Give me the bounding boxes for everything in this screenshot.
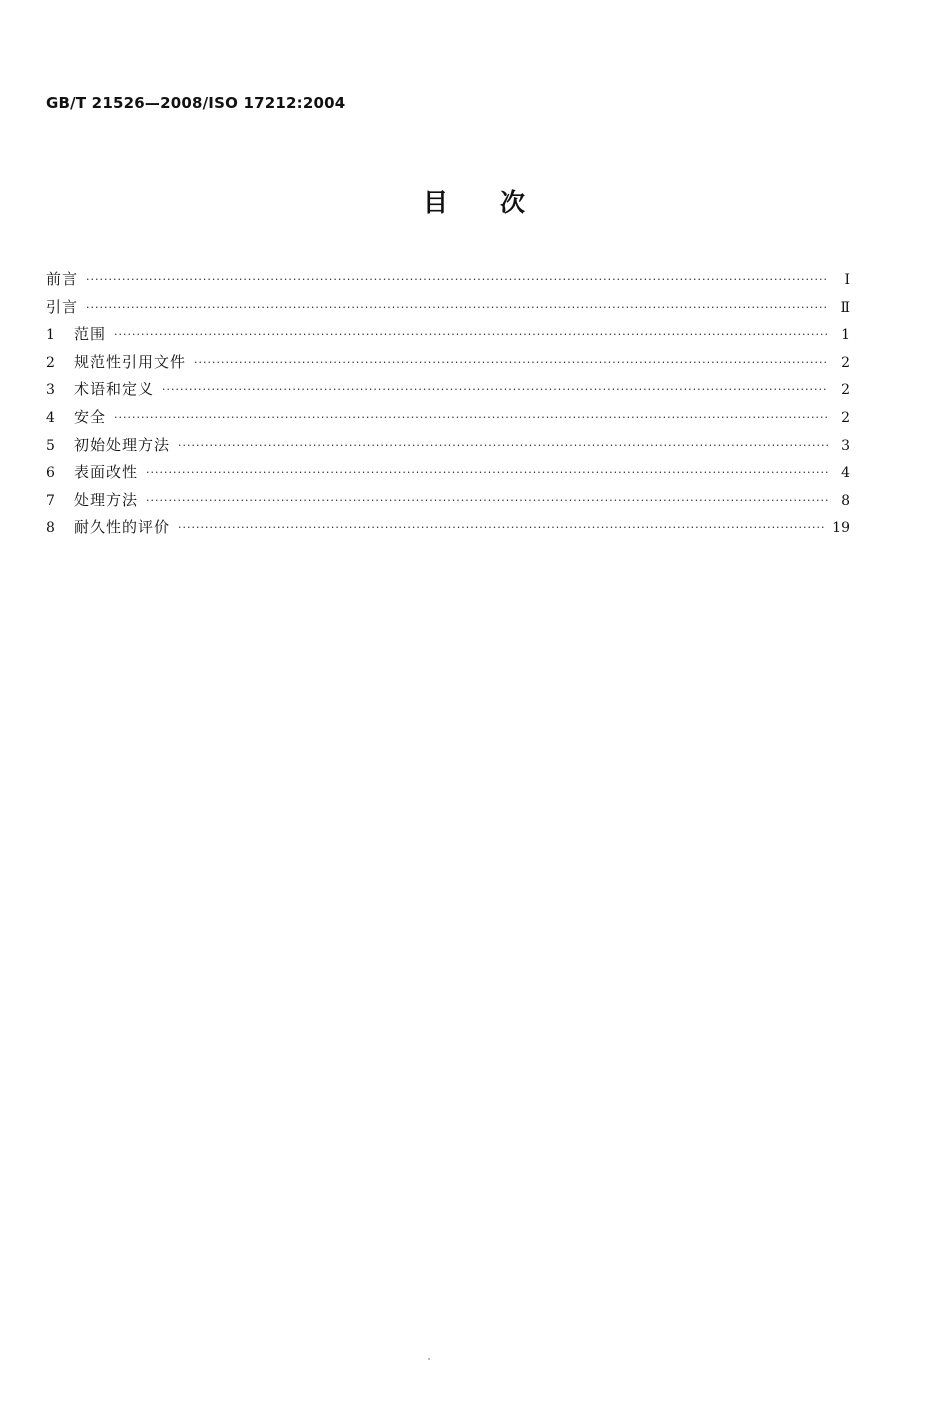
toc-entry-label: 表面改性	[74, 463, 139, 482]
toc-entry-page: Ⅰ	[844, 272, 850, 288]
toc-entry-label: 规范性引用文件	[74, 352, 187, 371]
toc-entry-page: 8	[841, 492, 850, 509]
title-char-1: 目	[422, 188, 450, 217]
toc-dot-leader	[86, 301, 828, 315]
toc-entry-number: 8	[46, 520, 55, 537]
toc-entry-durability-evaluation[interactable]	[46, 516, 850, 544]
toc-entry-label: 范围	[74, 325, 107, 344]
table-of-contents	[46, 268, 850, 544]
toc-dot-leader	[178, 439, 828, 453]
toc-entry-safety[interactable]	[46, 406, 850, 434]
toc-entry-scope[interactable]	[46, 323, 850, 351]
toc-dot-leader	[194, 356, 828, 370]
standard-code-header: GB/T 21526—2008/ISO 17212:2004	[46, 94, 346, 112]
toc-entry-number: 6	[46, 465, 55, 482]
toc-entry-label: 引言	[46, 297, 79, 316]
toc-entry-label: 处理方法	[74, 490, 139, 509]
toc-entry-foreword[interactable]	[46, 268, 850, 296]
toc-entry-treatment-methods[interactable]	[46, 489, 850, 517]
toc-dot-leader	[114, 411, 828, 425]
toc-entry-number: 4	[46, 409, 55, 426]
toc-entry-label: 术语和定义	[74, 380, 155, 399]
toc-dot-leader	[86, 273, 828, 287]
toc-entry-terms-definitions[interactable]	[46, 378, 850, 406]
toc-entry-page: 3	[841, 437, 850, 454]
toc-dot-leader	[178, 521, 826, 535]
toc-dot-leader	[162, 383, 828, 397]
toc-entry-number: 2	[46, 354, 55, 371]
toc-entry-label: 耐久性的评价	[74, 518, 171, 537]
toc-entry-label: 前言	[46, 270, 79, 288]
page-title	[0, 183, 950, 219]
toc-entry-page: Ⅱ	[840, 299, 850, 316]
toc-dot-leader	[114, 328, 828, 342]
toc-entry-initial-treatment[interactable]	[46, 434, 850, 462]
toc-entry-label: 安全	[74, 407, 107, 426]
toc-entry-surface-modification[interactable]	[46, 461, 850, 489]
scan-speck-mark	[428, 1358, 430, 1360]
toc-entry-number: 5	[46, 437, 55, 454]
toc-entry-number: 7	[46, 492, 55, 509]
toc-entry-page: 2	[841, 382, 850, 399]
title-char-2: 次	[500, 188, 528, 217]
toc-entry-number: 3	[46, 382, 55, 399]
toc-entry-page: 2	[841, 409, 850, 426]
toc-dot-leader	[146, 466, 828, 480]
toc-entry-page: 19	[832, 520, 850, 537]
toc-dot-leader	[146, 494, 828, 508]
toc-entry-page: 1	[841, 327, 850, 344]
toc-entry-page: 2	[841, 354, 850, 371]
toc-entry-number: 1	[46, 327, 55, 344]
toc-entry-label: 初始处理方法	[74, 435, 171, 454]
toc-entry-page: 4	[841, 465, 850, 482]
toc-entry-introduction[interactable]	[46, 296, 850, 324]
toc-entry-normative-references[interactable]	[46, 351, 850, 379]
